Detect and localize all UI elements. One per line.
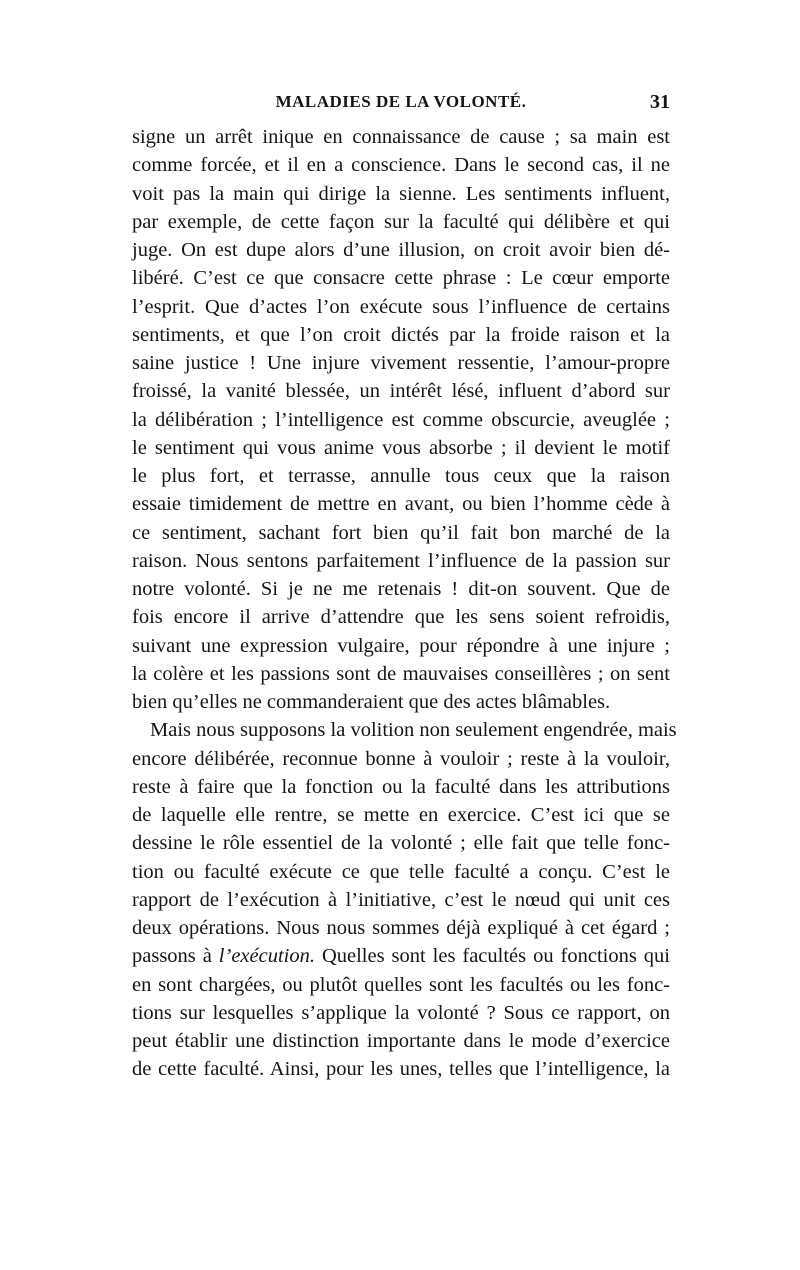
- text-line: juge. On est dupe alors d’une illusion, on croit avoir bien dé-: [132, 239, 670, 261]
- text-line: comme forcée, et il en a conscience. Dans le second cas, il ne: [132, 154, 670, 177]
- text-line: saine justice ! Une injure vivement ressentie, l’amour-propre: [132, 352, 670, 374]
- text-line: deux opérations. Nous nous sommes déjà expliqué à cet égard ;: [132, 917, 670, 939]
- text-line: essaie timidement de mettre en avant, ou bien l’homme cède à: [132, 493, 670, 516]
- text-line: tions sur lesquelles s’applique la volonté ? Sous ce rapport, on: [132, 1001, 670, 1024]
- emphasized-term: l’exécution.: [218, 945, 315, 968]
- text-run: passons à: [132, 945, 219, 968]
- text-line: de cette faculté. Ainsi, pour les unes, telles que l’intelligence, la: [132, 1058, 670, 1081]
- body-text: [132, 123, 677, 1084]
- text-line-with-emphasis: [132, 942, 670, 970]
- page-header: [132, 89, 670, 115]
- text-line: la colère et les passions sont de mauvaises conseillères ; on sent: [132, 662, 670, 685]
- text-line: ce sentiment, sachant fort bien qu’il fait bon marché de la: [132, 521, 670, 544]
- text-line: reste à faire que la fonction ou la faculté dans les attributions: [132, 775, 670, 798]
- text-line: sentiments, et que l’on croit dictés par la froide raison et la: [132, 323, 670, 346]
- text-line: fois encore il arrive d’attendre que les sens soient refroidis,: [132, 606, 670, 629]
- text-line: rapport de l’exécution à l’initiative, c’est le nœud qui unit ces: [132, 888, 670, 911]
- text-line: la délibération ; l’intelligence est comme obscurcie, aveuglée ;: [132, 408, 670, 431]
- text-run: Quelles sont les facultés ou fonctions qui: [314, 945, 670, 968]
- text-line: le sentiment qui vous anime vous absorbe ; il devient le motif: [132, 436, 670, 459]
- text-line: tion ou faculté exécute ce que telle faculté a conçu. C’est le: [132, 860, 670, 883]
- text-line: en sont chargées, ou plutôt quelles sont les facultés ou les fonc-: [132, 973, 670, 996]
- text-line: libéré. C’est ce que consacre cette phrase : Le cœur emporte: [132, 267, 670, 290]
- text-line: raison. Nous sentons parfaitement l’influence de la passion sur: [132, 549, 670, 572]
- text-line: signe un arrêt inique en connaissance de cause ; sa main est: [132, 126, 670, 148]
- text-line: dessine le rôle essentiel de la volonté ; elle fait que telle fonc-: [132, 832, 670, 855]
- page-number: 31: [650, 91, 670, 113]
- text-line: le plus fort, et terrasse, annulle tous ceux que la raison: [132, 465, 670, 487]
- running-title: MALADIES DE LA VOLONTÉ.: [275, 92, 527, 111]
- text-line: de laquelle elle rentre, se mette en exercice. C’est ici que se: [132, 804, 670, 826]
- text-line: notre volonté. Si je ne me retenais ! dit-on souvent. Que de: [132, 578, 670, 600]
- text-line: voit pas la main qui dirige la sienne. Les sentiments influent,: [132, 182, 670, 205]
- text-line: par exemple, de cette façon sur la faculté qui délibère et qui: [132, 210, 670, 233]
- text-line: encore délibérée, reconnue bonne à vouloir ; reste à la vouloir,: [132, 747, 670, 770]
- paragraph-start-line: Mais nous supposons la volition non seulement engendrée, mais: [150, 719, 677, 742]
- text-line: bien qu’elles ne commanderaient que des actes blâmables.: [132, 691, 611, 713]
- text-line: peut établir une distinction importante dans le mode d’exercice: [132, 1030, 670, 1052]
- text-line: suivant une expression vulgaire, pour répondre à une injure ;: [132, 634, 670, 657]
- text-line: froissé, la vanité blessée, un intérêt lésé, influent d’abord sur: [132, 380, 670, 403]
- text-line: l’esprit. Que d’actes l’on exécute sous l’influence de certains: [132, 295, 670, 318]
